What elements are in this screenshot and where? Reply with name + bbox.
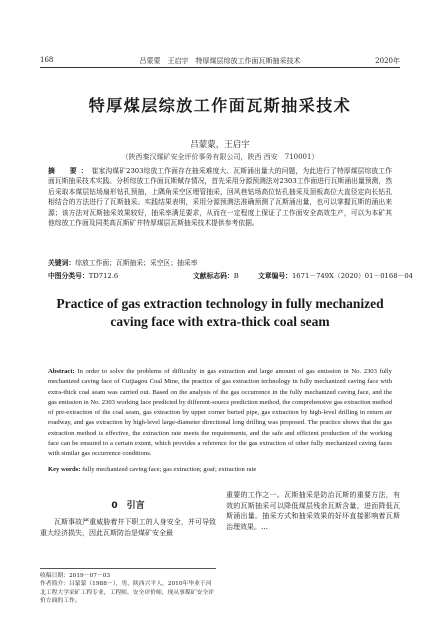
abstract-en-text: In order to solve the problems of difficulty in gas extraction and large amount of gas emission in No. 2303 fully mechanized caving face of Cuijiagou Coal Mine, the practice of gas extraction technology in fully mechanized caving face with extra-thick coal seam was carried out. Based on the analysis of the gas occurrence in the fully mechanized caving face, and the gas emission in No. 2303 working face predicted by different-source prediction method, the comprehensive gas extraction method of pre-extraction of the coal seam, gas extraction by upper corner buried pipe, gas extraction by high-level drilling in return air roadway, and gas extraction by high-level large-diameter directional long drilling was proposed. The practice shows that the gas extraction method is effective, the extraction rate meets the requirements, and the safe and efficient production of the working face can be ensured to a certain extent, which provides a reference for the gas extraction of other fully mechanized caving faces with similar gas occurrence conditions.: [48, 368, 392, 458]
article-number-label: 文章编号：: [258, 272, 292, 280]
running-header: [40, 55, 400, 68]
abstract-zh-text: 崔家沟煤矿2303综放工作面存在抽采难度大、瓦斯涌出量大的问题，为此进行了特厚煤层综放工作面瓦斯抽采技术实践。分析综放工作面瓦斯赋存情况，首先采用分源预测法对2303工作面进行瓦斯涌出量预测，然后采取本煤层钻场扇形钻孔预抽，上隅角采空区埋管抽采，回风巷钻场高位钻孔抽采及顶板高位大直径定向长钻孔相结合的方法进行了瓦斯抽采。实践结果表明，采用分源预测法准确预测了瓦斯涌出量，也可以掌握瓦斯的涌出来源；该方法对瓦斯抽采效果较好，抽采率满足要求，从而在一定程度上保证了工作面安全高效生产，可以为本矿其他综放工作面及同类高瓦斯矿井特厚煤层瓦斯抽采技术提供参考依据。: [48, 167, 393, 228]
body-column-right: [226, 490, 400, 532]
keywords-en-text: fully mechanized caving face; gas extraction; goaf; extraction rate: [82, 466, 257, 473]
abstract-zh: [48, 166, 392, 228]
paper-title-zh: 特厚煤层综放工作面瓦斯抽采技术: [88, 96, 352, 115]
article-number-value: 1671－749X（2020）01－0168－04: [291, 272, 413, 280]
abstract-zh-label: 摘 要：: [48, 167, 92, 175]
footnote: [40, 568, 216, 606]
paper-title-en: Practice of gas extraction technology in fully mechanized caving face with extra-thick coal seam: [56, 296, 384, 329]
keywords-en-label: Key words:: [48, 466, 81, 473]
abstract-en: [48, 367, 392, 460]
running-title: 吕蒙蒙 王启宇 特厚煤层综放工作面瓦斯抽采技术: [139, 57, 301, 65]
keywords-zh: [48, 257, 392, 267]
right-column-paragraph: 重要的工作之一。瓦斯抽采是防治瓦斯的重要方法，有效的瓦斯抽采可以降低煤层残余瓦斯含量，进而降低瓦斯涌出量。抽采方式和抽采效果的好坏直接影响着瓦斯治理效果。…: [226, 491, 400, 531]
header-year: 2020年: [375, 57, 400, 65]
doc-code-value: B: [233, 272, 239, 280]
keywords-en: [48, 466, 392, 473]
keywords-zh-label: 关键词：: [48, 259, 76, 267]
body-column-left: [40, 490, 216, 538]
clc-number: [48, 270, 118, 280]
author-bio: 作者简介：吕蒙蒙（1988－），男，陕西兴平人，2010年毕业于河北工程大学采矿工程专业，工程师，安全评价师，现从事煤矿安全评价方面的工作。: [40, 581, 214, 605]
section-heading-introduction: 0 引言: [111, 501, 145, 511]
doc-code-label: 文献标志码：: [193, 272, 234, 280]
page-number: 168: [40, 56, 54, 64]
authors-en: [40, 339, 400, 348]
abstract-en-label: Abstract:: [48, 368, 75, 375]
authors-zh: 吕蒙蒙，王启宇: [190, 140, 250, 150]
affiliation-zh: （陕西秦汉煤矿安全评价事务有限公司，陕西 西安 710001）: [121, 153, 319, 161]
classification-row: [48, 270, 413, 280]
article-number: [258, 270, 413, 280]
clc-value: TD712.6: [88, 272, 119, 280]
intro-paragraph: 瓦斯事故严重威胁着井下职工的人身安全，并可导致重大经济损失，因此瓦斯防治是煤矿安全最: [40, 518, 216, 537]
keywords-zh-text: 综放工作面；瓦斯抽采；采空区；抽采率: [75, 259, 198, 267]
affiliation-en: [40, 352, 400, 361]
received-date: 收稿日期：2019－07－03: [40, 573, 111, 579]
doc-code: [193, 270, 239, 280]
clc-label: 中图分类号：: [48, 272, 89, 280]
